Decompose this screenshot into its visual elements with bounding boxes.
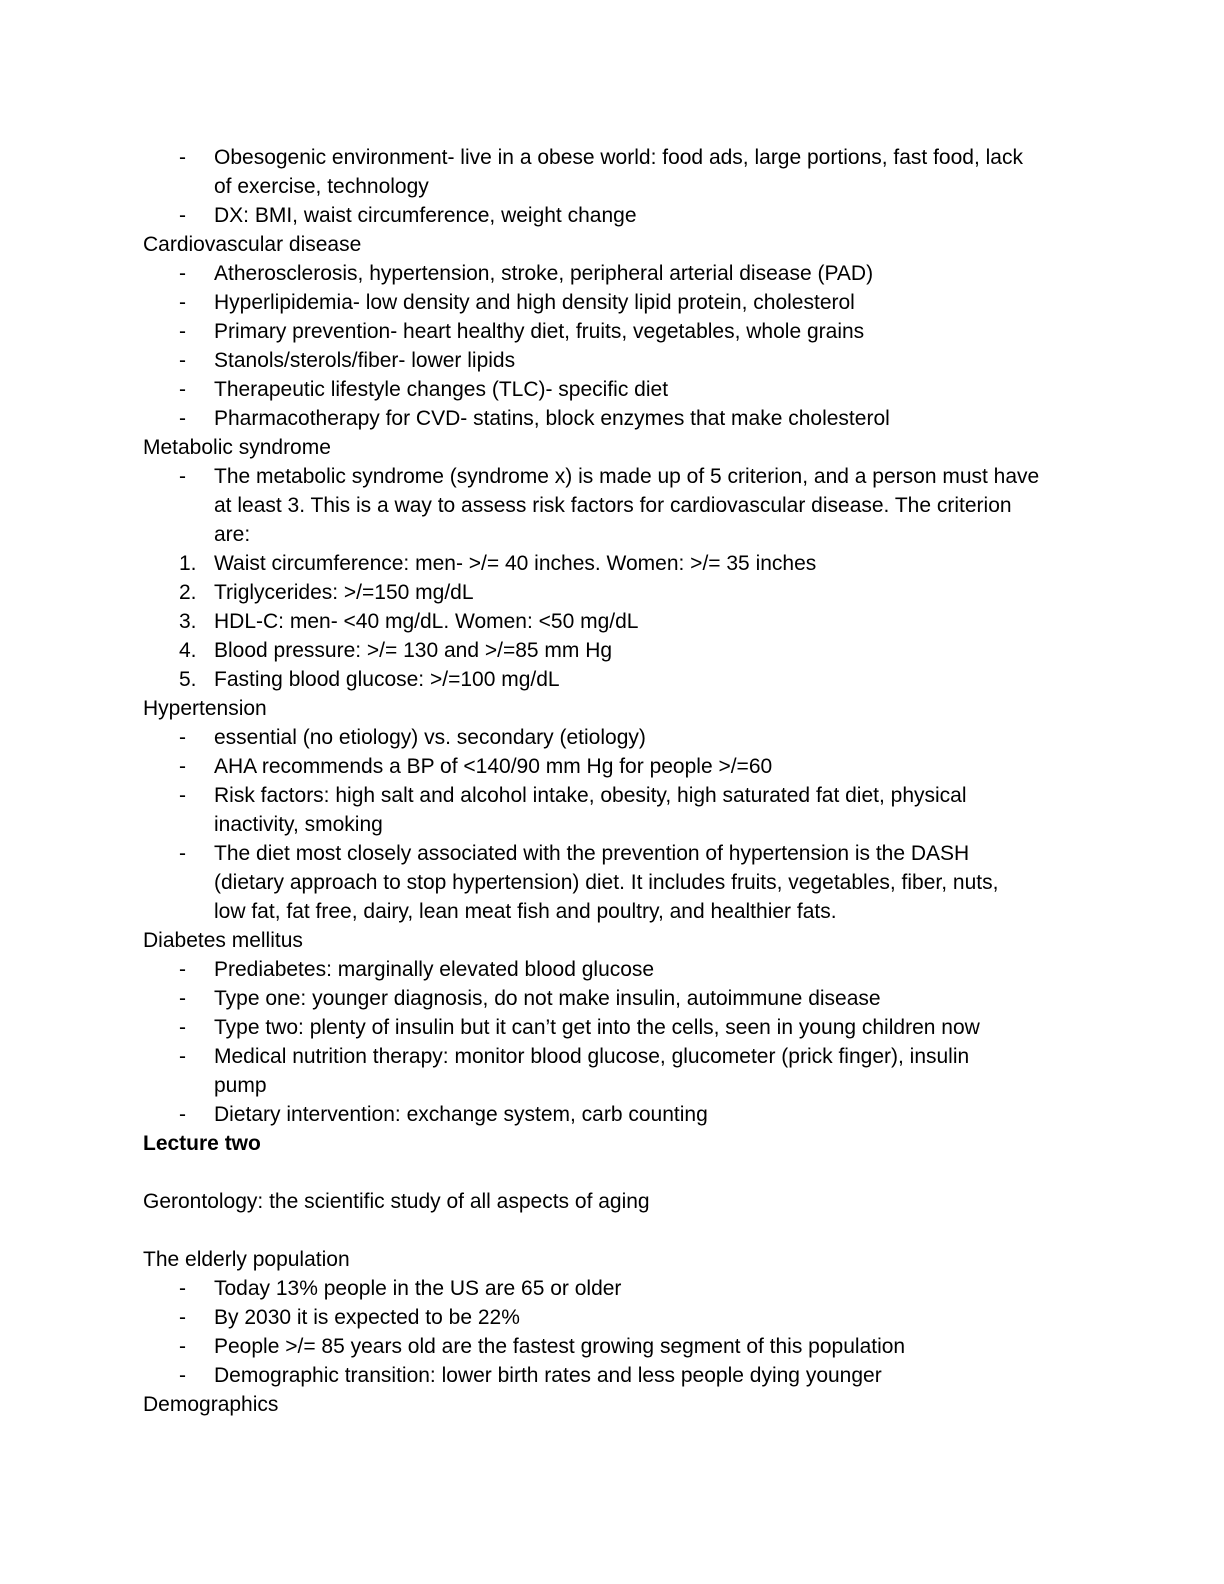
list-marker: 5. (179, 668, 197, 691)
line-text: Metabolic syndrome (143, 436, 331, 459)
line-text: Medical nutrition therapy: monitor blood glucose, glucometer (prick finger), insulin (214, 1045, 970, 1068)
line-text: Risk factors: high salt and alcohol intake, obesity, high saturated fat diet, physical (214, 784, 967, 807)
line-text: HDL-C: men- <40 mg/dL. Women: <50 mg/dL (214, 610, 639, 633)
line-text: Hypertension (143, 697, 267, 720)
list-marker: - (179, 262, 186, 285)
list-item (143, 1332, 1083, 1361)
line-text: (dietary approach to stop hypertension) diet. It includes fruits, vegetables, fiber, nuts, (214, 871, 999, 894)
line-text: low fat, fat free, dairy, lean meat fish and poultry, and healthier fats. (214, 900, 837, 923)
list-item (143, 1274, 1083, 1303)
list-item-continuation (143, 897, 1083, 926)
line-text: are: (214, 523, 251, 546)
line-text: Lecture two (143, 1132, 261, 1155)
list-item (143, 723, 1083, 752)
list-item (143, 1100, 1083, 1129)
line-text: of exercise, technology (214, 175, 429, 198)
list-item (143, 549, 1083, 578)
list-item (143, 984, 1083, 1013)
line-text: Obesogenic environment- live in a obese world: food ads, large portions, fast food, lack (214, 146, 1023, 169)
list-marker: - (179, 1016, 186, 1039)
line-text: pump (214, 1074, 267, 1097)
line-text: Primary prevention- heart healthy diet, fruits, vegetables, whole grains (214, 320, 865, 343)
list-marker: - (179, 755, 186, 778)
section-heading (143, 1187, 1083, 1216)
list-item-continuation (143, 1071, 1083, 1100)
list-marker: - (179, 465, 186, 488)
section-heading (143, 1390, 1083, 1419)
line-text: at least 3. This is a way to assess risk factors for cardiovascular disease. The criterion (214, 494, 1012, 517)
list-item (143, 404, 1083, 433)
list-marker: - (179, 146, 186, 169)
section-heading (143, 433, 1083, 462)
line-text: Atherosclerosis, hypertension, stroke, peripheral arterial disease (PAD) (214, 262, 874, 285)
list-item (143, 259, 1083, 288)
line-text: Blood pressure: >/= 130 and >/=85 mm Hg (214, 639, 613, 662)
list-marker: - (179, 1364, 186, 1387)
list-item (143, 462, 1083, 491)
list-marker: - (179, 1103, 186, 1126)
list-marker: 3. (179, 610, 197, 633)
line-text: Gerontology: the scientific study of all aspects of aging (143, 1190, 650, 1213)
list-item (143, 346, 1083, 375)
list-item (143, 1303, 1083, 1332)
list-marker: - (179, 320, 186, 343)
line-text: The elderly population (143, 1248, 350, 1271)
list-item (143, 288, 1083, 317)
list-item (143, 317, 1083, 346)
line-text: By 2030 it is expected to be 22% (214, 1306, 520, 1329)
list-marker: - (179, 1277, 186, 1300)
list-marker: - (179, 726, 186, 749)
line-text: Prediabetes: marginally elevated blood glucose (214, 958, 655, 981)
list-item (143, 839, 1083, 868)
line-text: Diabetes mellitus (143, 929, 303, 952)
list-item (143, 955, 1083, 984)
list-item (143, 781, 1083, 810)
line-text: Waist circumference: men- >/= 40 inches. Women: >/= 35 inches (214, 552, 817, 575)
list-item (143, 1013, 1083, 1042)
list-marker: - (179, 987, 186, 1010)
list-item (143, 1042, 1083, 1071)
line-text: Cardiovascular disease (143, 233, 362, 256)
list-item (143, 578, 1083, 607)
list-item (143, 143, 1083, 172)
list-marker: 1. (179, 552, 197, 575)
list-item-continuation (143, 520, 1083, 549)
lecture-heading (143, 1129, 1083, 1158)
list-item (143, 1361, 1083, 1390)
list-item-continuation (143, 868, 1083, 897)
list-item-continuation (143, 172, 1083, 201)
list-item (143, 752, 1083, 781)
section-heading (143, 230, 1083, 259)
list-item (143, 665, 1083, 694)
blank-line (143, 1158, 1083, 1187)
line-text: People >/= 85 years old are the fastest growing segment of this population (214, 1335, 906, 1358)
list-marker: - (179, 204, 186, 227)
list-marker: - (179, 349, 186, 372)
section-heading (143, 1245, 1083, 1274)
list-item (143, 607, 1083, 636)
list-marker: - (179, 842, 186, 865)
list-item-continuation (143, 491, 1083, 520)
line-text: Dietary intervention: exchange system, carb counting (214, 1103, 708, 1126)
list-marker: - (179, 407, 186, 430)
line-text: inactivity, smoking (214, 813, 383, 836)
list-marker: - (179, 1335, 186, 1358)
list-marker: - (179, 1045, 186, 1068)
line-text: Fasting blood glucose: >/=100 mg/dL (214, 668, 560, 691)
line-text: Type two: plenty of insulin but it can’t get into the cells, seen in young children now (214, 1016, 980, 1039)
line-text: The metabolic syndrome (syndrome x) is made up of 5 criterion, and a person must have (214, 465, 1040, 488)
list-item (143, 375, 1083, 404)
blank-line (143, 1216, 1083, 1245)
line-text: Pharmacotherapy for CVD- statins, block enzymes that make cholesterol (214, 407, 890, 430)
line-text: Demographic transition: lower birth rates and less people dying younger (214, 1364, 882, 1387)
section-heading (143, 926, 1083, 955)
list-marker: 2. (179, 581, 197, 604)
list-marker: - (179, 378, 186, 401)
line-text: Stanols/sterols/fiber- lower lipids (214, 349, 516, 372)
list-marker: - (179, 784, 186, 807)
list-marker: 4. (179, 639, 197, 662)
list-marker: - (179, 291, 186, 314)
line-text: Demographics (143, 1393, 279, 1416)
list-marker: - (179, 1306, 186, 1329)
list-item (143, 201, 1083, 230)
line-text: Triglycerides: >/=150 mg/dL (214, 581, 474, 604)
line-text: DX: BMI, waist circumference, weight change (214, 204, 637, 227)
list-item (143, 636, 1083, 665)
line-text: Type one: younger diagnosis, do not make insulin, autoimmune disease (214, 987, 881, 1010)
section-heading (143, 694, 1083, 723)
line-text: Therapeutic lifestyle changes (TLC)- specific diet (214, 378, 669, 401)
line-text: AHA recommends a BP of <140/90 mm Hg for people >/=60 (214, 755, 773, 778)
line-text: The diet most closely associated with the prevention of hypertension is the DASH (214, 842, 970, 865)
line-text: essential (no etiology) vs. secondary (etiology) (214, 726, 646, 749)
line-text: Today 13% people in the US are 65 or older (214, 1277, 622, 1300)
line-text: Hyperlipidemia- low density and high density lipid protein, cholesterol (214, 291, 855, 314)
document-page (143, 143, 1083, 1419)
list-item-continuation (143, 810, 1083, 839)
list-marker: - (179, 958, 186, 981)
